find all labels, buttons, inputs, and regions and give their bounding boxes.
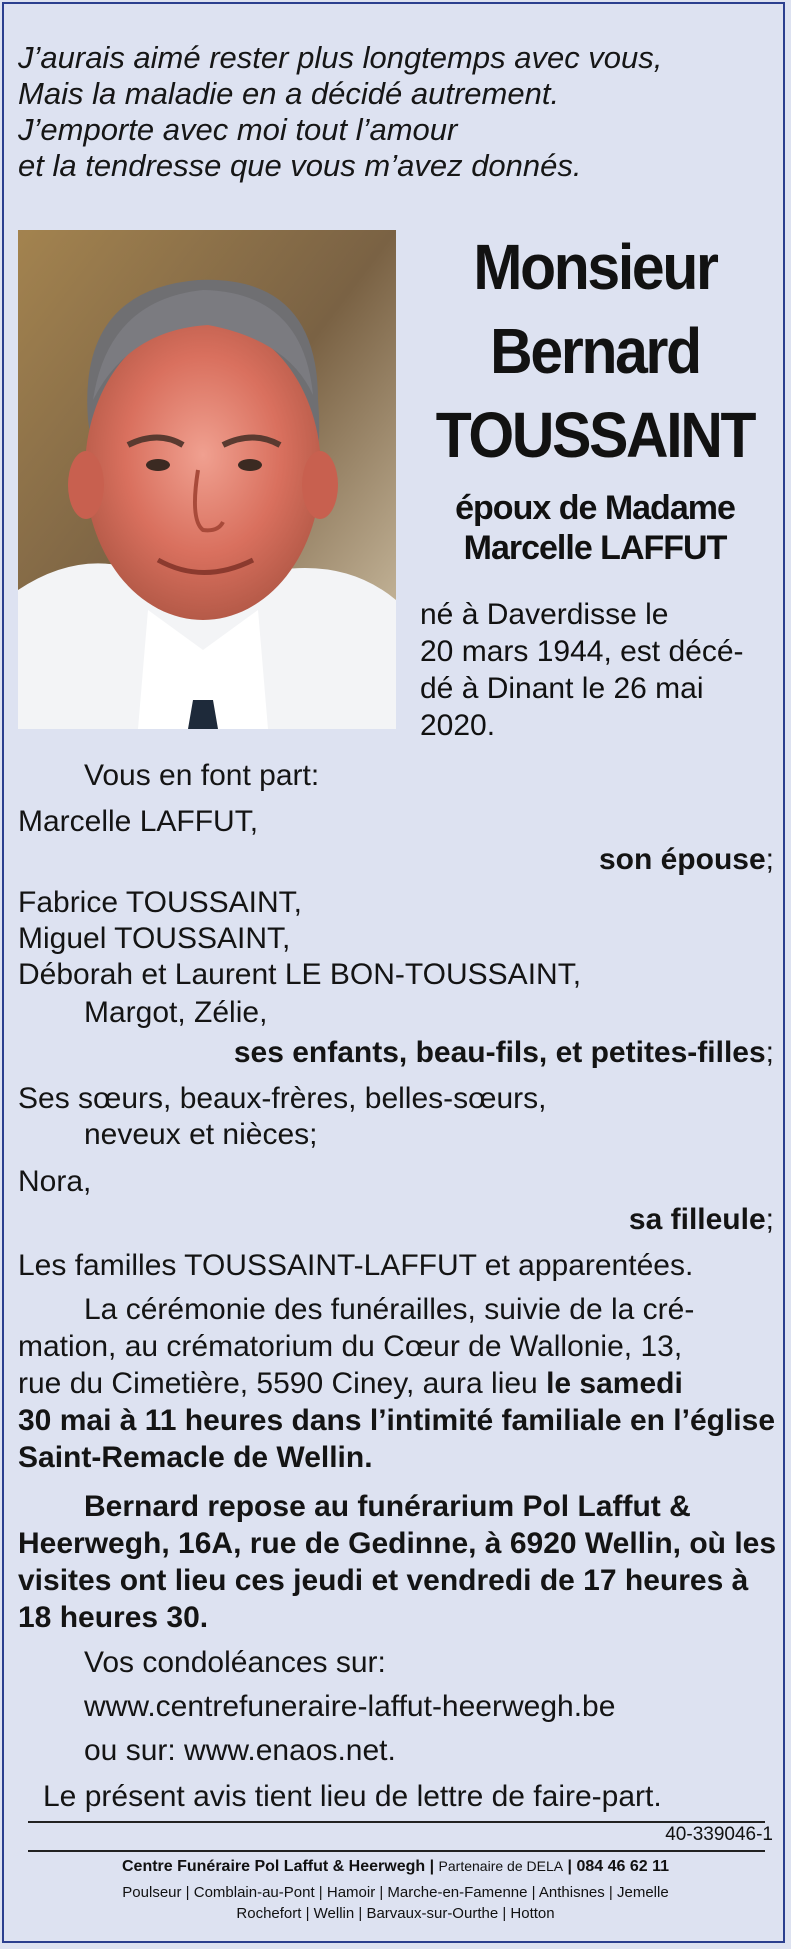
spouse-role-text: son épouse (598, 843, 766, 876)
faire-part-notice: Le présent avis tient lieu de lettre de faire-part. (43, 1780, 662, 1813)
visitation-line: Bernard repose au funérarium Pol Laffut & (84, 1490, 691, 1523)
poem-line: Mais la maladie en a décidé autrement. (18, 76, 560, 111)
spouse-family-name: Marcelle LAFFUT, (18, 805, 259, 838)
goddaughter-name: Nora, (18, 1165, 92, 1198)
birth-line-2: 20 mars 1944, est décé- (420, 635, 744, 668)
deceased-last-name: TOUSSAINT (435, 399, 755, 471)
condolences-url-alt[interactable]: ou sur: www.enaos.net. (84, 1734, 396, 1767)
poem-line: J’emporte avec moi tout l’amour (18, 112, 458, 147)
ceremony-date: le samedi (546, 1367, 683, 1400)
ceremony-line: 30 mai à 11 heures dans l’intimité familiale en l’église (18, 1404, 776, 1437)
announcement-body (18, 0, 777, 1949)
ceremony-text: rue du Cimetière, 5590 Ciney, aura lieu (18, 1367, 538, 1400)
separator: | (567, 1858, 573, 1875)
deceased-first-name: Bernard (490, 315, 700, 387)
spouse-role (599, 843, 774, 877)
goddaughter-role-text: sa filleule (628, 1203, 766, 1236)
reference-number: 40-339046-1 (665, 1824, 773, 1845)
semicolon: ; (765, 1036, 774, 1069)
condolences-url[interactable]: www.centrefuneraire-laffut-heerwegh.be (84, 1690, 616, 1723)
child-name: Déborah et Laurent LE BON-TOUSSAINT, (18, 958, 582, 991)
locations-line: Rochefort | Wellin | Barvaux-sur-Ourthe | Hotton (236, 1905, 555, 1922)
goddaughter-role (629, 1203, 774, 1237)
families-line: Les familles TOUSSAINT-LAFFUT et apparentées. (18, 1249, 694, 1282)
visitation-line: 18 heures 30. (18, 1601, 209, 1634)
funeral-home-name: Centre Funéraire Pol Laffut & Heerwegh (121, 1858, 426, 1875)
semicolon: ; (765, 1203, 774, 1236)
visitation-line: visites ont lieu ces jeudi et vendredi de 17 heures à (18, 1564, 749, 1597)
footer-locations (10, 1882, 781, 1924)
children-role (234, 1036, 774, 1070)
visitation-line: Heerwegh, 16A, rue de Gedinne, à 6920 Wellin, où les (18, 1527, 777, 1560)
phone-number: 084 46 62 11 (576, 1858, 670, 1875)
nephews-line (84, 1118, 318, 1152)
announcement-intro: Vous en font part: (84, 759, 320, 792)
locations-line: Poulseur | Comblain-au-Pont | Hamoir | Marche-en-Famenne | Anthisnes | Jemelle (122, 1884, 669, 1901)
birth-line-4: 2020. (420, 709, 496, 742)
partner-text: Partenaire de DELA (438, 1858, 564, 1874)
birth-line-3: dé à Dinant le 26 mai (420, 672, 704, 705)
ceremony-line: La cérémonie des funérailles, suivie de la cré- (84, 1293, 695, 1326)
child-name: Miguel TOUSSAINT, (18, 922, 291, 955)
spouse-line: époux de Madame (455, 489, 735, 527)
poem-line: et la tendresse que vous m’avez donnés. (18, 148, 582, 183)
divider (28, 1821, 765, 1823)
siblings-line: Ses sœurs, beaux-frères, belles-sœurs, (18, 1082, 547, 1115)
footer-company-line (10, 1858, 781, 1876)
ceremony-line (18, 1367, 683, 1401)
semicolon: ; (309, 1118, 318, 1151)
poem-line: J’aurais aimé rester plus longtemps avec vous, (18, 40, 663, 75)
nephews-text: neveux et nièces (84, 1118, 310, 1151)
grandchildren-names: Margot, Zélie, (84, 996, 268, 1029)
deceased-title: Monsieur (473, 231, 717, 303)
ceremony-line: Saint-Remacle de Wellin. (18, 1441, 373, 1474)
children-role-text: ses enfants, beau-fils, et petites-filles (233, 1036, 766, 1069)
divider (28, 1850, 765, 1852)
ceremony-line: mation, au crématorium du Cœur de Wallonie, 13, (18, 1330, 683, 1363)
birth-line-text: né à Daverdisse le (420, 598, 669, 631)
semicolon: ; (765, 843, 774, 876)
spouse-name: Marcelle LAFFUT (463, 529, 727, 567)
separator: | (429, 1858, 435, 1875)
condolences-intro: Vos condoléances sur: (84, 1646, 386, 1679)
child-name: Fabrice TOUSSAINT, (18, 886, 302, 919)
